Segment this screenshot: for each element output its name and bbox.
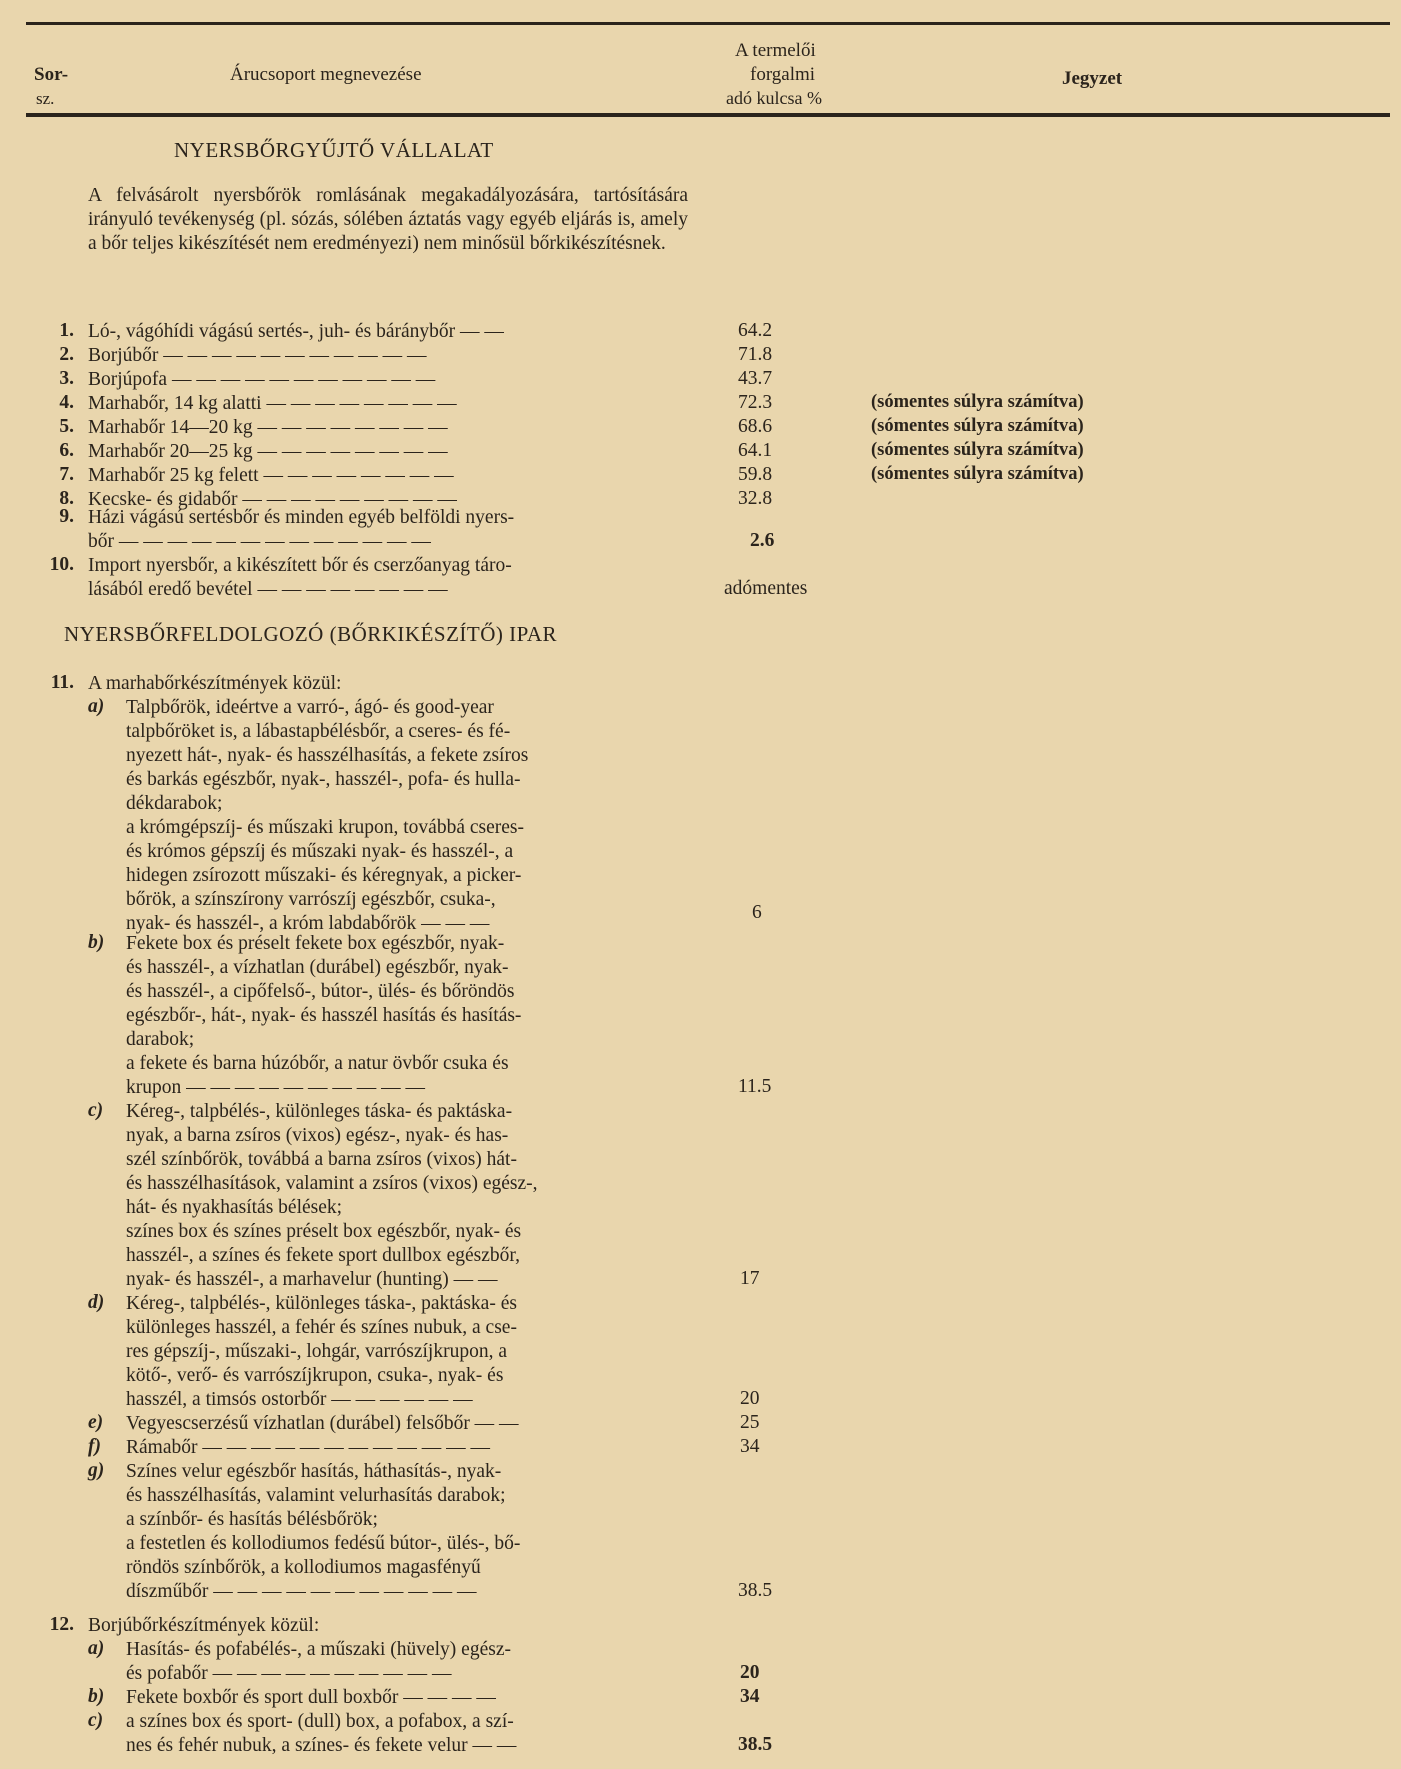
section-title-nyersborgyujto: NYERSBŐRGYŰJTŐ VÁLLALAT bbox=[174, 138, 494, 162]
subitem-text-line: hidegen zsírozott műszaki- és kéregnyak, a picker- bbox=[126, 865, 522, 886]
subitem-rate: 17 bbox=[740, 1268, 760, 1289]
item-text: Marhabőr 20—25 kg — — — — — — — — bbox=[88, 441, 448, 462]
item-note: (sómentes súlyra számítva) bbox=[871, 392, 1084, 412]
subitem-text-line: hasszél, a timsós ostorbőr — — — — — — bbox=[126, 1389, 473, 1410]
subitem-text: nes és fehér nubuk, a színes- és fekete velur — — bbox=[126, 1735, 517, 1756]
subitem-label: c) bbox=[88, 1710, 104, 1731]
subitem-text-line: a festetlen és kollodiumos fedésű bútor-, ülés-, bő- bbox=[126, 1533, 521, 1554]
subitem-text-line: a színbőr- és hasítás bélésbőrök; bbox=[126, 1509, 378, 1530]
subitem-text-line: és hasszélhasítás, valamint velurhasítás darabok; bbox=[126, 1485, 506, 1506]
item-note: (sómentes súlyra számítva) bbox=[871, 440, 1084, 460]
item-rate: 72.3 bbox=[738, 392, 773, 413]
subitem-rate: 25 bbox=[740, 1412, 760, 1433]
item-heading: Borjúbőrkészítmények közül: bbox=[88, 1615, 320, 1636]
item-number: 10. bbox=[49, 554, 74, 575]
subitem-rate: 20 bbox=[740, 1662, 760, 1683]
item-text: Import nyersbőr, a kikészített bőr és cserzőanyag táro- bbox=[88, 555, 512, 576]
subitem-text-line: bőrök, a színszírony varrószíj egészbőr, csuka-, bbox=[126, 889, 496, 910]
item-number: 4. bbox=[59, 392, 74, 413]
item-text: bőr — — — — — — — — — — — — — bbox=[88, 531, 431, 552]
subitem-text-line: kötő-, verő- és varrószíjkrupon, csuka-, nyak- és bbox=[126, 1365, 504, 1386]
subitem-label: b) bbox=[88, 1686, 105, 1707]
item-note: (sómentes súlyra számítva) bbox=[871, 464, 1084, 484]
subitem-text-line: és barkás egészbőr, nyak-, hasszél-, pofa- és hulla- bbox=[126, 769, 521, 790]
col-sor-label: Sor- bbox=[34, 64, 69, 85]
subitem-text-line: és hasszélhasítások, valamint a zsíros (vixos) egész-, bbox=[126, 1173, 538, 1194]
subitem-rate: 6 bbox=[752, 902, 762, 923]
item-rate: 71.8 bbox=[738, 344, 773, 365]
col-rate-label-1: A termelői bbox=[735, 40, 816, 61]
item-number: 6. bbox=[59, 440, 74, 461]
subitem-text-line: Kéreg-, talpbélés-, különleges táska-, paktáska- és bbox=[126, 1293, 517, 1314]
subitem-label: b) bbox=[88, 932, 105, 953]
subitem-text-line: hát- és nyakhasítás bélések; bbox=[126, 1197, 343, 1218]
col-name-label: Árucsoport megnevezése bbox=[230, 64, 422, 85]
subitem-text-line: darabok; bbox=[126, 1029, 195, 1050]
subitem-text-line: nyak, a barna zsíros (vixos) egész-, nyak- és has- bbox=[126, 1125, 509, 1146]
item-text: Kecske- és gidabőr — — — — — — — — — bbox=[88, 489, 457, 510]
item-number: 8. bbox=[59, 488, 74, 509]
subitem-label: d) bbox=[88, 1292, 105, 1313]
item-text: Ló-, vágóhídi vágású sertés-, juh- és báránybőr — — bbox=[88, 321, 504, 342]
subitem-label: a) bbox=[88, 1638, 105, 1659]
top-rule bbox=[26, 22, 1390, 25]
col-rate-label-2: forgalmi bbox=[750, 64, 816, 85]
item-number: 12. bbox=[49, 1614, 74, 1635]
item-number: 3. bbox=[59, 368, 74, 389]
item-note: (sómentes súlyra számítva) bbox=[871, 416, 1084, 436]
item-text: lásából eredő bevétel — — — — — — — — bbox=[88, 579, 448, 600]
subitem-text-line: Színes velur egészbőr hasítás, háthasítás-, nyak- bbox=[126, 1461, 502, 1482]
subitem-text-line: különleges hasszél, a fehér és színes nubuk, a cse- bbox=[126, 1317, 517, 1338]
subitem-text-line: és krómos gépszíj és műszaki nyak- és hasszél-, a bbox=[126, 841, 514, 862]
subitem-label: a) bbox=[88, 696, 105, 717]
subitem-text: Fekete boxbőr és sport dull boxbőr — — — — bbox=[126, 1687, 496, 1708]
subitem-text-line: szél színbőrök, továbbá a barna zsíros (vixos) hát- bbox=[126, 1149, 517, 1170]
item-rate: 43.7 bbox=[738, 368, 773, 389]
item-text: Marhabőr 25 kg felett — — — — — — — — bbox=[88, 465, 454, 486]
header-bottom-rule bbox=[26, 113, 1390, 117]
item-rate: adómentes bbox=[724, 578, 808, 599]
subitem-text-line: res gépszíj-, műszaki-, lohgár, varrószíjkrupon, a bbox=[126, 1341, 507, 1362]
item-text: Borjúpofa — — — — — — — — — — — bbox=[88, 369, 436, 390]
subitem-rate: 20 bbox=[740, 1388, 760, 1409]
subitem-text-line: krupon — — — — — — — — — — bbox=[126, 1077, 425, 1098]
subitem-text-line: díszműbőr — — — — — — — — — — — bbox=[126, 1581, 477, 1602]
subitem-rate: 38.5 bbox=[738, 1734, 773, 1755]
item-heading: A marhabőrkészítmények közül: bbox=[88, 673, 342, 694]
item-rate: 68.6 bbox=[738, 416, 773, 437]
subitem-e-text: Vegyescserzésű vízhatlan (durábel) felsőbőr — — bbox=[126, 1413, 519, 1434]
col-rate-label-3: adó kulcsa % bbox=[726, 88, 822, 108]
item-text: Házi vágású sertésbőr és minden egyéb belföldi nyers- bbox=[88, 507, 515, 528]
item-rate: 64.2 bbox=[738, 320, 773, 341]
item-number: 1. bbox=[59, 320, 74, 341]
subitem-text-line: Kéreg-, talpbélés-, különleges táska- és paktáska- bbox=[126, 1101, 513, 1122]
item-rate: 32.8 bbox=[738, 488, 773, 509]
subitem-rate: 34 bbox=[740, 1686, 760, 1707]
item-number: 11. bbox=[50, 672, 74, 693]
item-text: Marhabőr 14—20 kg — — — — — — — — bbox=[88, 417, 448, 438]
section-title-nyersborfeldolgozo: NYERSBŐRFELDOLGOZÓ (BŐRKIKÉSZÍTŐ) IPAR bbox=[64, 622, 558, 646]
item-text: Borjúbőr — — — — — — — — — — — bbox=[88, 345, 427, 366]
subitem-text-line: nyezett hát-, nyak- és hasszélhasítás, a fekete zsíros bbox=[126, 745, 529, 766]
subitem-text-line: színes box és színes préselt box egészbőr, nyak- és bbox=[126, 1221, 522, 1242]
subitem-rate: 11.5 bbox=[738, 1076, 772, 1097]
subitem-text-line: röndös színbőrök, a kollodiumos magasfényű bbox=[126, 1557, 481, 1578]
subitem-f-text: Rámabőr — — — — — — — — — — — — bbox=[126, 1437, 490, 1458]
subitem-label: e) bbox=[88, 1412, 104, 1433]
item-number: 7. bbox=[59, 464, 74, 485]
item-text: Marhabőr, 14 kg alatti — — — — — — — — bbox=[88, 393, 457, 414]
subitem-text: a színes box és sport- (dull) box, a pofabox, a szí- bbox=[126, 1711, 514, 1732]
subitem-text-line: nyak- és hasszél-, a marhavelur (hunting) — — bbox=[126, 1269, 498, 1290]
item-number: 5. bbox=[59, 416, 74, 437]
subitem-text-line: hasszél-, a színes és fekete sport dullbox egészbőr, bbox=[126, 1245, 520, 1266]
item-number: 2. bbox=[59, 344, 74, 365]
item-rate: 59.8 bbox=[738, 464, 773, 485]
subitem-text: Hasítás- és pofabélés-, a műszaki (hüvely) egész- bbox=[126, 1639, 511, 1660]
subitem-text-line: dékdarabok; bbox=[126, 793, 223, 814]
subitem-text-line: Talpbőrök, ideértve a varró-, ágó- és good-year bbox=[126, 697, 494, 718]
subitem-rate: 34 bbox=[740, 1436, 760, 1457]
col-note-label: Jegyzet bbox=[1062, 68, 1123, 89]
col-sz-label: sz. bbox=[36, 89, 55, 108]
subitem-label: g) bbox=[88, 1460, 105, 1481]
subitem-text-line: a krómgépszíj- és műszaki krupon, továbbá cseres- bbox=[126, 817, 524, 838]
subitem-rate: 38.5 bbox=[738, 1580, 773, 1601]
subitem-text-line: és hasszél-, a vízhatlan (durábel) egészbőr, nyak- bbox=[126, 957, 509, 978]
subitem-text-line: és hasszél-, a cipőfelső-, bútor-, ülés- és bőröndös bbox=[126, 981, 515, 1002]
subitem-text-line: nyak- és hasszél-, a króm labdabőrök — — — bbox=[126, 913, 490, 934]
item-number: 9. bbox=[59, 506, 74, 527]
subitem-label: c) bbox=[88, 1100, 104, 1121]
item-rate: 64.1 bbox=[738, 440, 773, 461]
section-intro-paragraph: A felvásárolt nyersbőrök romlásának megakadályozására, tartósítására irányuló tevékenység (pl. sózás, sólében áztatás vagy egyéb eljárás is, amely a bőr teljes kikészítését nem eredményezi) nem minősül bőrkikészítésnek. bbox=[88, 185, 688, 254]
subitem-text-line: Fekete box és préselt fekete box egészbőr, nyak- bbox=[126, 933, 505, 954]
subitem-text-line: egészbőr-, hát-, nyak- és hasszél hasítás és hasítás- bbox=[126, 1005, 522, 1026]
subitem-text-line: a fekete és barna húzóbőr, a natur övbőr csuka és bbox=[126, 1053, 509, 1074]
item-rate: 2.6 bbox=[750, 530, 775, 551]
subitem-label: f) bbox=[88, 1436, 101, 1457]
subitem-text: és pofabőr — — — — — — — — — — bbox=[126, 1663, 452, 1684]
subitem-text-line: talpbőröket is, a lábastapbélésbőr, a cseres- és fé- bbox=[126, 721, 511, 742]
